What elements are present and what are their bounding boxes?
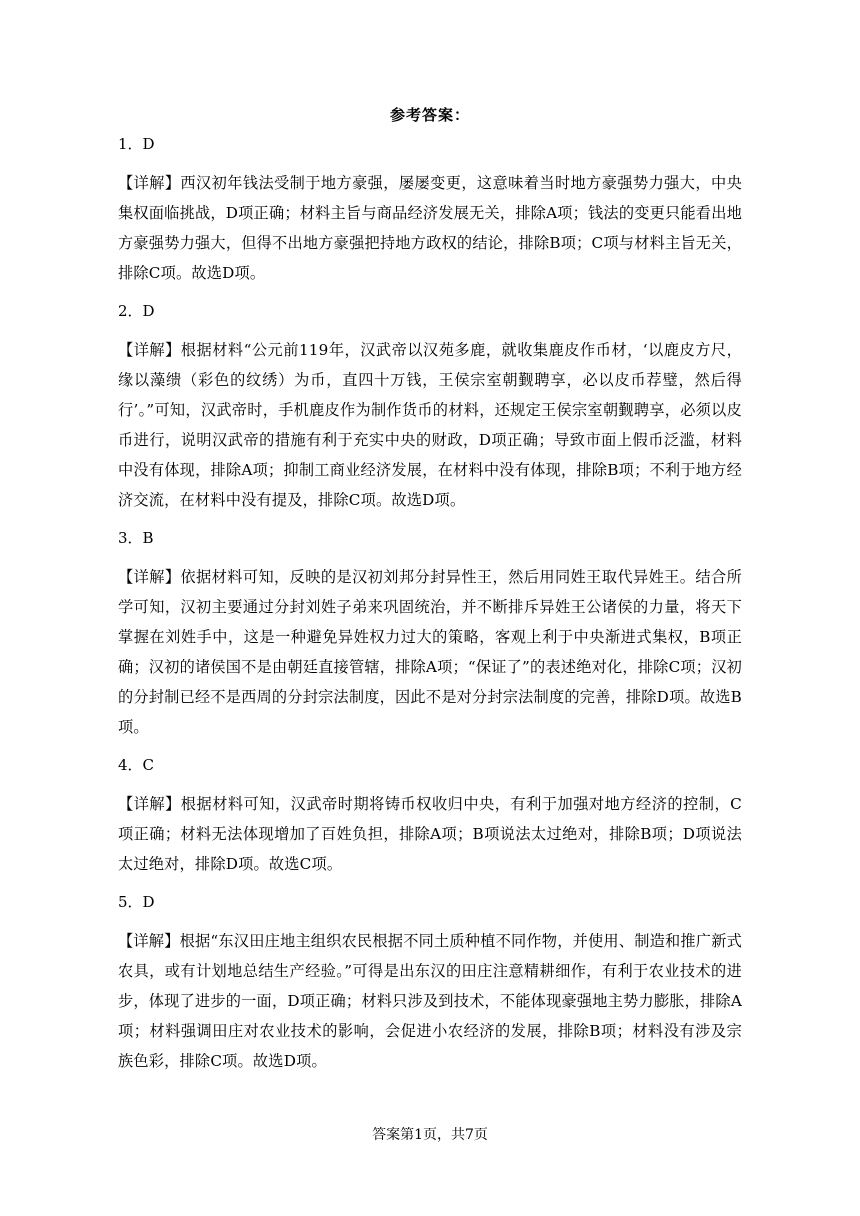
page-footer: 答案第1页，共7页	[372, 1127, 488, 1143]
explanation-text: 依据材料可知，反映的是汉初刘邦分封异性王，然后用同姓王取代异姓王。结合所学可知，汉初主要通过分封刘姓子弟来巩固统治，并不断排斥异姓王公诸侯的力量，将天下掌握在刘姓手中，这是一种避免异姓权力过大的策略，客观上利于中央渐进式集权，B项正确；汉初的诸侯国不是由朝廷直接管辖，排除A项；“保证了”的表述绝对化，排除C项；汉初的分封制已经不是西周的分封宗法制度，因此不是对分封宗法制度的完善，排除D项。故选B项。	[118, 568, 742, 736]
explanation-tag: 【详解】	[118, 174, 181, 192]
explanation-tag: 【详解】	[118, 568, 181, 586]
answer-item	[118, 528, 742, 742]
answer-item	[118, 892, 742, 1076]
answer-explanation	[118, 335, 742, 515]
answer-number: 1．D	[118, 135, 155, 153]
answer-explanation	[118, 926, 742, 1076]
answer-explanation	[118, 789, 742, 879]
explanation-tag: 【详解】	[118, 932, 180, 950]
answer-item	[118, 755, 742, 879]
explanation-text: 根据材料“公元前119年，汉武帝以汉苑多鹿，就收集鹿皮作币材，‘以鹿皮方尺，缘以藻缋（彩色的纹绣）为币，直四十万钱，王侯宗室朝觐聘享，必以皮币荐璧，然后得行’。”可知，汉武帝时，手机鹿皮作为制作货币的材料，还规定王侯宗室朝觐聘享，必须以皮币进行，说明汉武帝的措施有利于充实中央的财政，D项正确；导致市面上假币泛滥，材料中没有体现，排除A项；抑制工商业经济发展，在材料中没有体现，排除B项；不利于地方经济交流，在材料中没有提及，排除C项。故选D项。	[118, 341, 742, 509]
answer-item	[118, 134, 742, 288]
answer-number: 4．C	[118, 756, 155, 774]
explanation-text: 西汉初年钱法受制于地方豪强，屡屡变更，这意味着当时地方豪强势力强大，中央集权面临挑战，D项正确；材料主旨与商品经济发展无关，排除A项；钱法的变更只能看出地方豪强势力强大，但得不出地方豪强把持地方政权的结论，排除B项；C项与材料主旨无关，排除C项。故选D项。	[118, 174, 742, 282]
answer-number: 3．B	[118, 529, 154, 547]
explanation-text: 根据“东汉田庄地主组织农民根据不同土质种植不同作物，并使用、制造和推广新式农具，或有计划地总结生产经验。”可得是出东汉的田庄注意精耕细作，有利于农业技术的进步，体现了进步的一面，D项正确；材料只涉及到技术，不能体现豪强地主势力膨胀，排除A项；材料强调田庄对农业技术的影响，会促进小农经济的发展，排除B项；材料没有涉及宗族色彩，排除C项。故选D项。	[118, 932, 742, 1070]
answer-explanation	[118, 168, 742, 288]
explanation-text: 根据材料可知，汉武帝时期将铸币权收归中央，有利于加强对地方经济的控制，C项正确；材料无法体现增加了百姓负担，排除A项；B项说法太过绝对，排除B项；D项说法太过绝对，排除D项。故选C项。	[118, 795, 742, 873]
answer-item	[118, 301, 742, 515]
answer-number: 5．D	[118, 893, 155, 911]
answer-number: 2．D	[118, 302, 155, 320]
answer-list	[118, 134, 742, 1089]
answer-explanation	[118, 562, 742, 742]
page-title: 参考答案：	[389, 106, 470, 124]
explanation-tag: 【详解】	[118, 341, 181, 359]
explanation-tag: 【详解】	[118, 795, 181, 813]
